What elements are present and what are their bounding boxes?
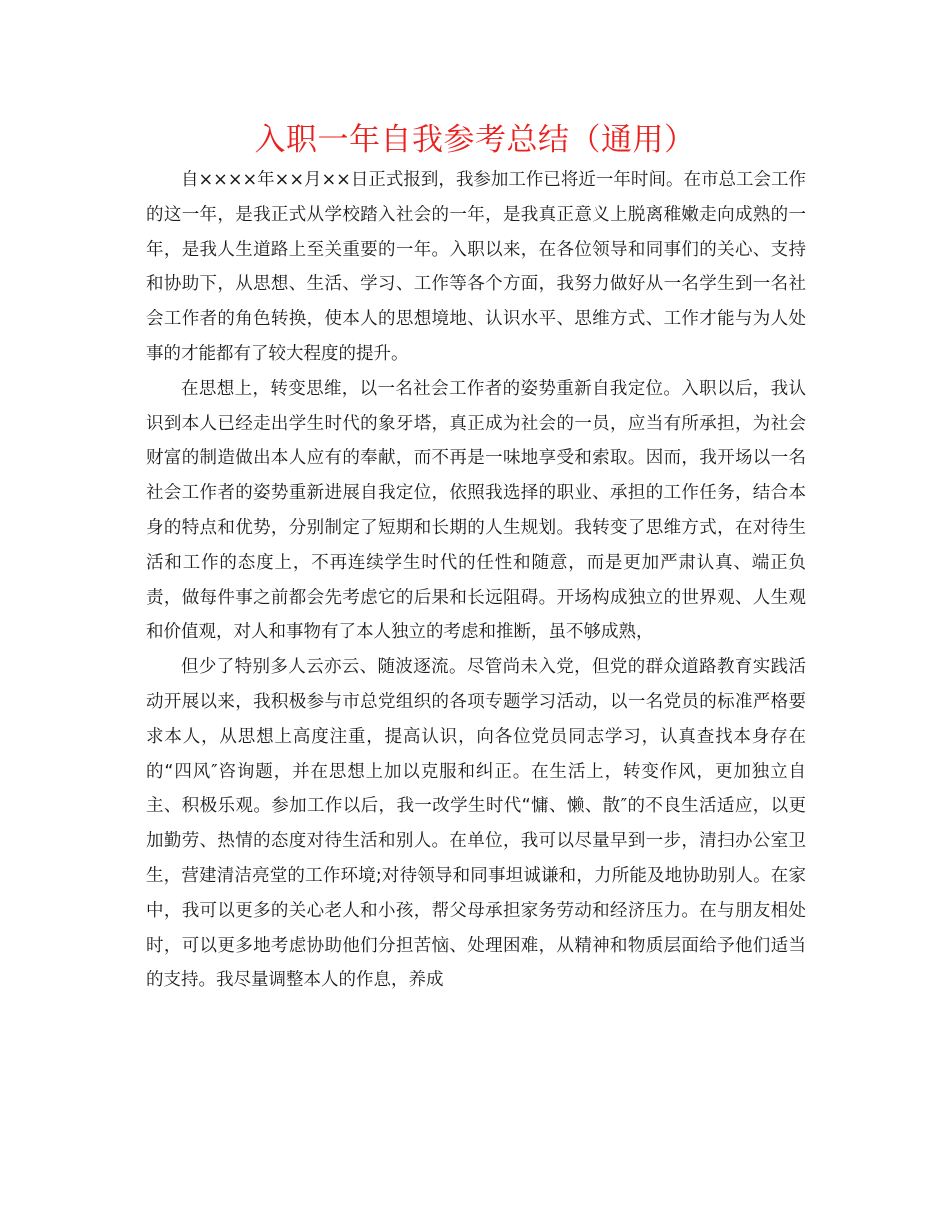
paragraph: 自××××年××月××日正式报到，我参加工作已将近一年时间。在市总工会工作的这一年，是我正式从学校踏入社会的一年，是我真正意义上脱离稚嫩走向成熟的一年，是我人生道路上至关重要的一年。入职以来，在各位领导和同事们的关心、支持和协助下，从思想、生活、学习、工作等各个方面，我努力做好从一名学生到一名社会工作者的角色转换，使本人的思想境地、认识水平、思维方式、工作才能与为人处事的才能都有了较大程度的提升。 — [146, 170, 806, 364]
document-title: 入职一年自我参考总结（通用） — [254, 122, 696, 158]
document-body — [146, 163, 806, 998]
paragraph: 但少了特别多人云亦云、随波逐流。尽管尚未入党，但党的群众道路教育实践活动开展以来，我积极参与市总党组织的各项专题学习活动，以一名党员的标准严格要求本人，从思想上高度注重，提高认识，向各位党员同志学习，认真查找本身存在的“四风″咨询题，并在思想上加以克服和纠正。在生活上，转变作风，更加独立自主、积极乐观。参加工作以后，我一改学生时代“慵、懒、散″的不良生活适应，以更加勤劳、热情的态度对待生活和别人。在单位，我可以尽量早到一步，清扫办公室卫生，营建清洁亮堂的工作环境;对待领导和同事坦诚谦和，力所能及地协助别人。在家中，我可以更多的关心老人和小孩，帮父母承担家务劳动和经济压力。在与朋友相处时，可以更多地考虑协助他们分担苦恼、处理困难，从精神和物质层面给予他们适当的支持。我尽量调整本人的作息，养成 — [146, 657, 806, 991]
paragraph: 在思想上，转变思维，以一名社会工作者的姿势重新自我定位。入职以后，我认识到本人已经走出学生时代的象牙塔，真正成为社会的一员，应当有所承担，为社会财富的制造做出本人应有的奉献，而不再是一味地享受和索取。因而，我开场以一名社会工作者的姿势重新进展自我定位，依照我选择的职业、承担的工作任务，结合本身的特点和优势，分别制定了短期和长期的人生规划。我转变了思维方式，在对待生活和工作的态度上，不再连续学生时代的任性和随意，而是更加严肃认真、端正负责，做每件事之前都会先考虑它的后果和长远阻碍。开场构成独立的世界观、人生观和价值观，对人和事物有了本人独立的考虑和推断，虽不够成熟， — [146, 378, 806, 643]
